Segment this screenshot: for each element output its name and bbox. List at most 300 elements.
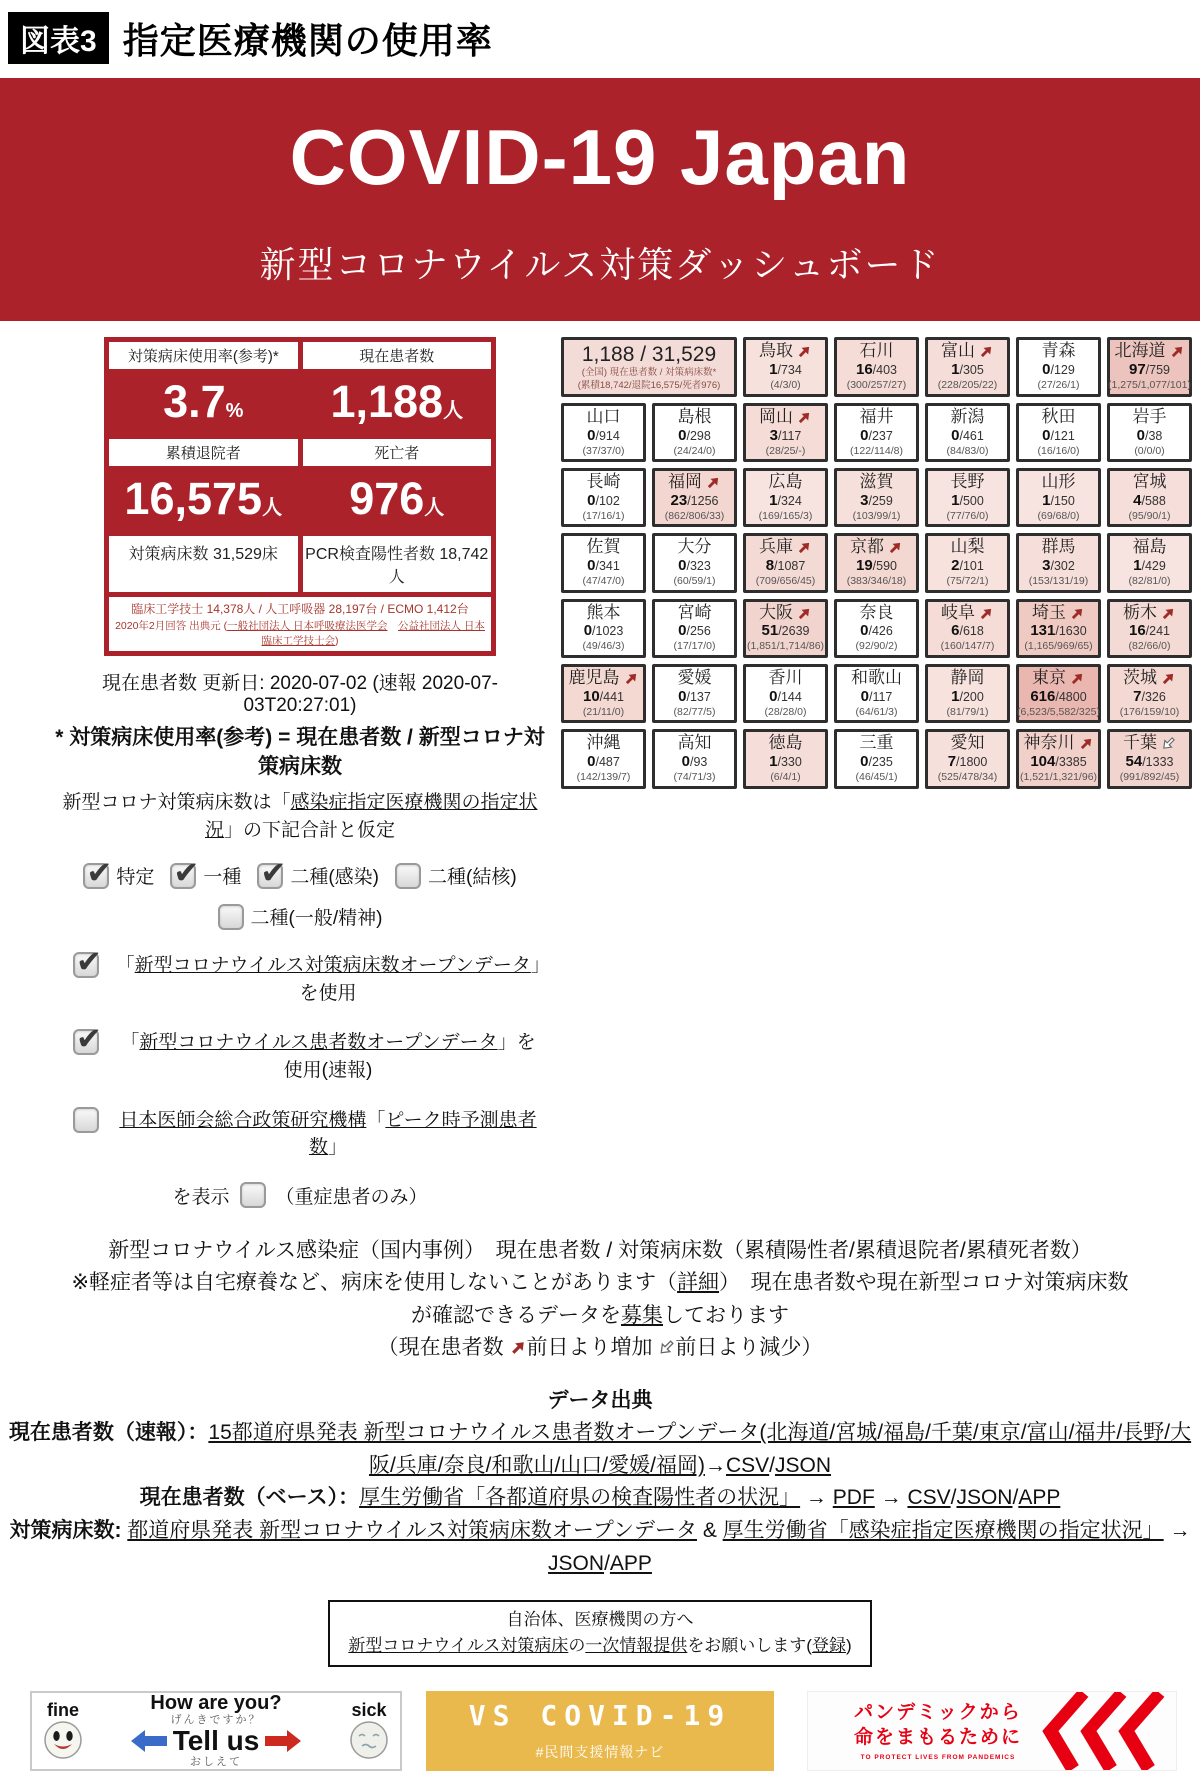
data-option-row (55, 1021, 545, 1084)
pref-cell (561, 729, 646, 788)
current-patients: 0 (1042, 426, 1051, 444)
data-option-row (55, 944, 545, 1007)
bed-type-checkbox[interactable] (83, 854, 113, 890)
legend-link[interactable]: 募集 (621, 1303, 663, 1327)
current-patients: 3 (860, 491, 869, 509)
current-patients: 0 (681, 752, 690, 770)
pref-patients-beds: 0/426 (860, 622, 893, 640)
legend-line1: 新型コロナウイルス感染症（国内事例） 現在患者数 / 対策病床数（累積陽性者/累積退院者/累積死者数） (108, 1238, 1092, 1262)
figure-tag: 図表3 (8, 12, 109, 64)
pref-patients-beds: 0/341 (587, 557, 620, 575)
source-link[interactable]: JSON (956, 1486, 1013, 1510)
pref-cumulative: (991/892/45) (1119, 770, 1180, 783)
stats-source-line: 2020年2月回答 出典元 (一般社団法人 日本呼吸療法医学会 公益社団法人 日本臨床工学技士会) (115, 619, 485, 647)
current-patients: 1 (769, 491, 778, 509)
pref-name: 高知 (677, 733, 712, 753)
national-sub1: (全国) 現在患者数 / 対策病床数* (581, 367, 717, 379)
bed-type-label: 二種(一般/精神) (250, 908, 383, 930)
increase-arrow-icon (1161, 606, 1176, 621)
vs-covid-banner[interactable] (426, 1691, 774, 1771)
pref-name: 大分 (677, 537, 712, 557)
source-text: 現在患者数（速報）： (8, 1421, 209, 1445)
pref-cumulative: (84/83/0) (946, 444, 989, 457)
pref-name: 神奈川 (1024, 734, 1094, 753)
pref-cell (1107, 468, 1192, 527)
pref-cell (652, 599, 737, 658)
pref-cumulative: (24/24/0) (673, 444, 716, 457)
pref-name: 長野 (950, 472, 985, 492)
check-mark-icon: ✔ (260, 854, 287, 890)
pref-patients-beds: 3/117 (769, 426, 802, 444)
main-content (0, 321, 1200, 1209)
source-link[interactable]: 厚生労働省「感染症指定医療機関の指定状況」 (722, 1519, 1164, 1543)
pref-patients-beds: 131/1630 (1030, 622, 1087, 640)
cta-line2 (348, 1633, 851, 1659)
pref-patients-beds: 4/588 (1133, 491, 1166, 509)
check-mark-icon: ✔ (173, 854, 200, 890)
pref-cumulative: (1,851/1,714/86) (746, 640, 825, 653)
pref-patients-beds: 54/1333 (1125, 752, 1174, 770)
pref-cell (834, 599, 919, 658)
pref-patients-beds: 0/102 (587, 491, 620, 509)
current-patients: 1 (951, 360, 960, 378)
source-link[interactable]: JSON (548, 1551, 605, 1575)
pref-cumulative: (82/81/0) (1128, 575, 1171, 588)
pref-cumulative: (21/11/0) (582, 705, 625, 718)
pref-patients-beds: 0/298 (678, 426, 711, 444)
pref-name: 島根 (677, 406, 712, 426)
source-text: / (1012, 1486, 1019, 1510)
pref-name: 香川 (768, 668, 803, 687)
pref-cell (1107, 403, 1192, 462)
current-patients: 0 (583, 622, 593, 640)
pref-name: 長崎 (586, 472, 621, 492)
pref-cumulative: (153/131/19) (1028, 575, 1089, 588)
bed-type-checkbox[interactable] (218, 904, 244, 930)
pref-patients-beds: 0/323 (678, 557, 711, 575)
pref-cumulative: (69/68/0) (1037, 509, 1080, 522)
pref-name: 青森 (1041, 341, 1076, 361)
bed-type-label: 一種 (203, 867, 242, 889)
pref-patients-beds: 0/93 (681, 752, 708, 770)
pref-patients-beds: 0/38 (1136, 426, 1163, 444)
assumption-link[interactable]: 感染症指定医療機関の指定状況 (204, 792, 538, 841)
stat-footer: PCR検査陽性者数 18,742人 (303, 536, 492, 592)
source-line (0, 1417, 1200, 1482)
bed-type-checkbox[interactable] (170, 854, 200, 890)
option-text: 」を使用(速報) (283, 1032, 536, 1082)
increase-arrow-icon (888, 540, 903, 555)
option-text (111, 952, 545, 1007)
bed-type-checkbox[interactable] (257, 854, 287, 890)
stat-unit: 人 (262, 496, 283, 519)
current-patients: 16 (855, 360, 873, 378)
bed-type-checkbox-row-2 (55, 903, 545, 930)
pref-cumulative: (75/72/1) (946, 575, 989, 588)
pref-cumulative: (49/46/3) (582, 640, 625, 653)
pref-name: 沖縄 (586, 733, 621, 753)
national-summary-cell (561, 337, 737, 397)
legend-text: が確認できるデータを (411, 1303, 621, 1327)
source-link[interactable]: JSON (775, 1453, 832, 1477)
bed-type-option[interactable] (170, 854, 242, 890)
pref-patients-beds: 0/235 (860, 752, 893, 770)
pref-name: 群馬 (1041, 537, 1076, 557)
pref-cumulative: (64/61/3) (855, 705, 898, 718)
pref-cumulative: (28/28/0) (764, 705, 807, 718)
source-link[interactable]: 都道府県発表 新型コロナウイルス対策病床数オープンデータ (127, 1519, 697, 1543)
option-checkbox[interactable] (73, 1107, 99, 1133)
current-patients: 0 (1136, 426, 1145, 444)
pref-patients-beds: 0/461 (951, 426, 984, 444)
bed-type-option[interactable] (257, 854, 380, 890)
pref-patients-beds: 0/129 (1042, 360, 1075, 378)
pref-cell (561, 664, 646, 723)
increase-arrow-icon (797, 540, 812, 555)
sick-face-icon (348, 1719, 390, 1761)
pref-cell (743, 599, 828, 658)
pref-name: 北海道 (1115, 342, 1185, 361)
vs-covid-subtitle: #民間支援情報ナビ (535, 1744, 665, 1761)
current-patients: 0 (678, 687, 687, 705)
current-patients: 16 (1128, 622, 1146, 640)
cta-text: ) (845, 1636, 852, 1656)
source-link[interactable]: APP (1018, 1486, 1061, 1510)
tell-us-jp: おしえて (190, 1756, 242, 1769)
pref-cell (925, 337, 1010, 397)
pref-patients-beds: 616/4800 (1030, 687, 1087, 705)
pref-patients-beds: 10/441 (582, 687, 625, 705)
option-text (111, 1107, 545, 1162)
pref-name: 山形 (1041, 472, 1076, 492)
source-link[interactable]: CSV (907, 1486, 951, 1510)
current-patients: 8 (765, 557, 775, 575)
source-text: 現在患者数（ベース）： (139, 1486, 360, 1510)
current-patients: 131 (1030, 622, 1056, 640)
pref-cell (1016, 533, 1101, 592)
source-link[interactable]: APP (609, 1551, 652, 1575)
pref-cell (743, 729, 828, 788)
stat-value: 976人 (349, 472, 445, 524)
pref-name: 秋田 (1041, 406, 1076, 426)
pref-patients-beds: 23/1256 (670, 491, 719, 509)
pref-cumulative: (525/478/34) (937, 770, 998, 783)
pref-name: 大阪 (759, 604, 812, 623)
source-lines (0, 1417, 1200, 1580)
pref-cell (743, 664, 828, 723)
how-are-you-banner[interactable] (30, 1691, 402, 1771)
option-text (111, 1029, 545, 1084)
sick-label: sick (351, 1699, 387, 1720)
pref-name: 石川 (859, 341, 894, 361)
legend-link[interactable]: 詳細 (677, 1271, 720, 1295)
pref-patients-beds: 19/590 (855, 557, 898, 575)
pref-cell (1016, 403, 1101, 462)
pref-cumulative: (862/806/33) (664, 509, 725, 522)
pref-cell (1107, 664, 1192, 723)
pref-cell (834, 729, 919, 788)
pref-name: 新潟 (950, 406, 985, 426)
source-text: → (874, 1486, 908, 1510)
stat-label: 現在患者数 (303, 342, 492, 369)
check-mark-icon: ✔ (76, 1021, 102, 1057)
pref-patients-beds: 6/618 (951, 622, 984, 640)
pref-patients-beds: 0/137 (678, 687, 711, 705)
pref-name: 岡山 (759, 408, 812, 427)
stat-footer: 対策病床数 31,529床 (109, 536, 298, 592)
current-patients: 0 (587, 752, 596, 770)
source-link[interactable]: 15都道府県発表 新型コロナウイルス患者数オープンデータ(北海道/宮城/福島/千葉/東京/富山/福井/長野/大阪/兵庫/奈良/和歌山/山口/愛媛/福岡) (208, 1421, 1192, 1477)
pref-cumulative: (0/0/0) (1134, 444, 1165, 457)
pref-patients-beds: 2/101 (951, 557, 984, 575)
current-patients: 2 (951, 557, 960, 575)
pref-cumulative: (37/37/0) (582, 444, 625, 457)
pref-patients-beds: 7/326 (1133, 687, 1166, 705)
pref-patients-beds: 51/2639 (761, 622, 810, 640)
stats-note (109, 597, 491, 651)
fine-label: fine (46, 1699, 79, 1720)
option-link[interactable]: ピーク時予測患者数 (308, 1109, 537, 1159)
pref-cell (743, 533, 828, 592)
pref-cell (1016, 468, 1101, 527)
cta-text: をお願いします( (687, 1636, 812, 1656)
pref-cumulative: (27/26/1) (1037, 378, 1080, 391)
cta-link[interactable]: 一次情報提供 (585, 1636, 688, 1656)
how-are-you-jp: げんきですか？ (170, 1714, 262, 1727)
assumption-text: 新型コロナ対策病床数は「 (62, 792, 291, 814)
decrease-arrow-icon (658, 1339, 675, 1356)
increase-arrow-icon (510, 1339, 527, 1356)
current-patients: 1 (769, 752, 778, 770)
pref-cumulative: (169/165/3) (758, 509, 813, 522)
pref-patients-beds: 1/324 (769, 491, 802, 509)
pref-cell (834, 403, 919, 462)
bed-type-option[interactable] (83, 854, 155, 890)
bed-type-checkbox-row (55, 854, 545, 890)
pref-name: 熊本 (586, 602, 621, 622)
check-mark-icon: ✔ (76, 944, 102, 980)
source-text: 対策病床数: (9, 1519, 128, 1543)
current-patients: 6 (951, 622, 960, 640)
tell-us-label: Tell us (172, 1725, 260, 1757)
pref-name: 京都 (850, 538, 903, 557)
current-patients: 0 (1042, 360, 1051, 378)
option-link[interactable]: 新型コロナウイルス患者数オープンデータ (139, 1032, 498, 1054)
increase-arrow-icon (1070, 671, 1085, 686)
pref-cell (834, 664, 919, 723)
current-patients: 0 (587, 491, 596, 509)
current-patients: 1 (769, 360, 778, 378)
usage-formula: * 対策病床使用率(参考) = 現在患者数 / 新型コロナ対策病床数 (55, 725, 545, 778)
pref-patients-beds: 16/403 (855, 360, 898, 378)
bed-type-checkbox[interactable] (395, 863, 421, 889)
pref-patients-beds: 3/259 (860, 491, 893, 509)
sick-side (348, 1701, 390, 1761)
source-text: / (950, 1486, 957, 1510)
pref-name: 佐賀 (586, 537, 621, 557)
current-patients: 0 (769, 687, 778, 705)
pref-cumulative: (60/59/1) (673, 575, 716, 588)
option-link[interactable]: 日本医師会総合政策研究機構 (119, 1109, 367, 1131)
severe-only-checkbox[interactable] (240, 1182, 266, 1208)
pref-name: 徳島 (768, 733, 803, 753)
pref-patients-beds: 1/150 (1042, 491, 1075, 509)
pref-cumulative: (17/17/0) (673, 640, 716, 653)
option-link[interactable]: 新型コロナウイルス対策病床数オープンデータ (134, 955, 531, 977)
assumption-text: 」の下記合計と仮定 (224, 819, 396, 841)
chevrons-left-icon (1032, 1691, 1172, 1771)
pref-patients-beds: 1/330 (769, 752, 802, 770)
pref-cell (1016, 664, 1101, 723)
current-patients: 54 (1125, 752, 1143, 770)
cta-link[interactable]: 新型コロナウイルス対策病床 (348, 1636, 569, 1656)
data-sources-section (0, 1385, 1200, 1580)
source-text: / (604, 1551, 610, 1575)
current-patients: 0 (951, 426, 960, 444)
pref-cumulative: (28/25/-) (765, 444, 806, 457)
source-text: → (800, 1486, 833, 1510)
stats-source-link[interactable]: 一般社団法人 日本呼吸療法医学会 (227, 619, 388, 632)
pref-name: 三重 (859, 733, 894, 753)
bed-type-label: 二種(感染) (290, 867, 380, 889)
source-line (0, 1482, 1200, 1515)
legend-line3 (0, 1300, 1200, 1333)
pref-cell (652, 468, 737, 527)
vs-covid-title: VS COVID-19 (468, 1699, 732, 1733)
pref-name: 岩手 (1132, 406, 1167, 426)
current-patients: 3 (769, 426, 778, 444)
current-patients: 3 (1042, 557, 1051, 575)
option-text: 」 (328, 1137, 348, 1159)
display-option-row (55, 1182, 545, 1209)
fine-side (42, 1701, 84, 1761)
pref-patients-beds: 0/1023 (583, 622, 624, 640)
pref-cumulative: (77/76/0) (946, 509, 989, 522)
current-patients: 0 (587, 426, 596, 444)
pref-cumulative: (176/159/10) (1119, 705, 1180, 718)
pref-cell (1016, 729, 1101, 788)
pref-cumulative: (300/257/27) (846, 378, 907, 391)
fine-face-icon (42, 1719, 84, 1761)
pref-name: 埼玉 (1032, 604, 1085, 623)
legend-text: しております (663, 1303, 789, 1327)
pref-name: 鳥取 (759, 342, 812, 361)
current-patients: 0 (860, 752, 869, 770)
pref-cell (652, 533, 737, 592)
source-link[interactable]: 厚生労働省「各都道府県の検査陽性者の状況」 (359, 1486, 801, 1510)
pref-name: 奈良 (859, 602, 894, 622)
current-patients: 51 (761, 622, 779, 640)
increase-arrow-icon (624, 671, 639, 686)
current-patients: 7 (947, 752, 957, 770)
pref-name: 静岡 (950, 668, 985, 687)
current-patients: 0 (860, 426, 869, 444)
source-link[interactable]: PDF (832, 1486, 875, 1510)
pref-cell (743, 337, 828, 397)
display-suffix: （重症患者のみ） (275, 1186, 428, 1208)
pref-patients-beds: 1/734 (769, 360, 802, 378)
stat-unit: 人 (443, 400, 464, 422)
pandemic-banner[interactable] (807, 1691, 1177, 1771)
footer-banners (0, 1691, 1200, 1783)
left-arrow-icon (131, 1730, 167, 1752)
beds-assumption (55, 789, 545, 844)
bed-type-option[interactable] (218, 903, 383, 930)
option-text: 「 (366, 1109, 386, 1131)
pref-patients-beds: 1/305 (951, 360, 984, 378)
pref-cell (925, 533, 1010, 592)
stat-label: 累積退院者 (109, 439, 298, 466)
current-patients: 1 (1042, 491, 1051, 509)
pref-patients-beds: 1/500 (951, 491, 984, 509)
source-link[interactable]: CSV (725, 1453, 770, 1477)
pref-cumulative: (95/90/1) (1128, 509, 1171, 522)
increase-arrow-icon (1070, 606, 1085, 621)
pref-cumulative: (4/3/0) (770, 378, 801, 391)
national-sub2: (累積18,742/退院16,575/死者976) (577, 379, 721, 391)
legend-section (0, 1235, 1200, 1365)
cta-box (328, 1600, 871, 1667)
stats-column (0, 337, 545, 1209)
pref-cumulative: (1,275/1,077/101) (1108, 378, 1191, 391)
pref-cell (925, 468, 1010, 527)
pref-patients-beds: 0/237 (860, 426, 893, 444)
pref-name: 福島 (1132, 537, 1167, 557)
current-patients: 7 (1133, 687, 1142, 705)
current-patients: 23 (670, 491, 688, 509)
pref-cell (652, 664, 737, 723)
pref-name: 愛知 (950, 733, 985, 753)
pref-cell (652, 729, 737, 788)
pref-name: 栃木 (1123, 604, 1176, 623)
stat-value: 1,188人 (330, 376, 464, 427)
bed-type-option[interactable] (395, 862, 517, 889)
how-are-you-title: How are you? (150, 1692, 282, 1715)
stats-source-link[interactable]: 公益社団法人 日本臨床工学技士会 (261, 619, 485, 647)
pref-name: 鹿児島 (569, 669, 639, 688)
display-prefix: を表示 (172, 1186, 230, 1208)
equipment-note: 臨床工学技士 14,378人 / 人工呼吸器 28,197台 / ECMO 1,412台 (131, 601, 469, 616)
option-checkbox[interactable] (73, 944, 102, 980)
figure-header (0, 0, 1200, 78)
stat-label: 死亡者 (303, 439, 492, 466)
pref-name: 愛媛 (677, 668, 712, 687)
pref-name: 宮崎 (677, 602, 712, 622)
pref-cumulative: (103/99/1) (852, 509, 901, 522)
current-patients: 0 (678, 426, 687, 444)
current-patients: 0 (678, 622, 687, 640)
pref-cumulative: (228/205/22) (937, 378, 998, 391)
pref-name: 福井 (859, 406, 894, 426)
data-option-row (55, 1107, 545, 1162)
cta-link[interactable]: 登録 (811, 1636, 846, 1656)
source-text: / (769, 1453, 775, 1477)
pref-patients-beds: 0/117 (860, 687, 893, 705)
pandemic-line1: パンデミックから (854, 1702, 1022, 1724)
pref-cumulative: (16/16/0) (1037, 444, 1080, 457)
pref-cumulative: (82/77/5) (673, 705, 716, 718)
pref-cell (1107, 729, 1192, 788)
banner-subtitle: 新型コロナウイルス対策ダッシュボード (259, 243, 941, 285)
pref-cell (834, 533, 919, 592)
increase-arrow-icon (979, 344, 994, 359)
pref-cumulative: (709/656/45) (755, 575, 816, 588)
option-checkbox[interactable] (73, 1021, 102, 1057)
pref-cumulative: (383/346/18) (846, 575, 907, 588)
current-patients: 104 (1030, 752, 1056, 770)
national-value: 1,188 / 31,529 (581, 343, 717, 366)
option-text: 「 (115, 955, 135, 977)
